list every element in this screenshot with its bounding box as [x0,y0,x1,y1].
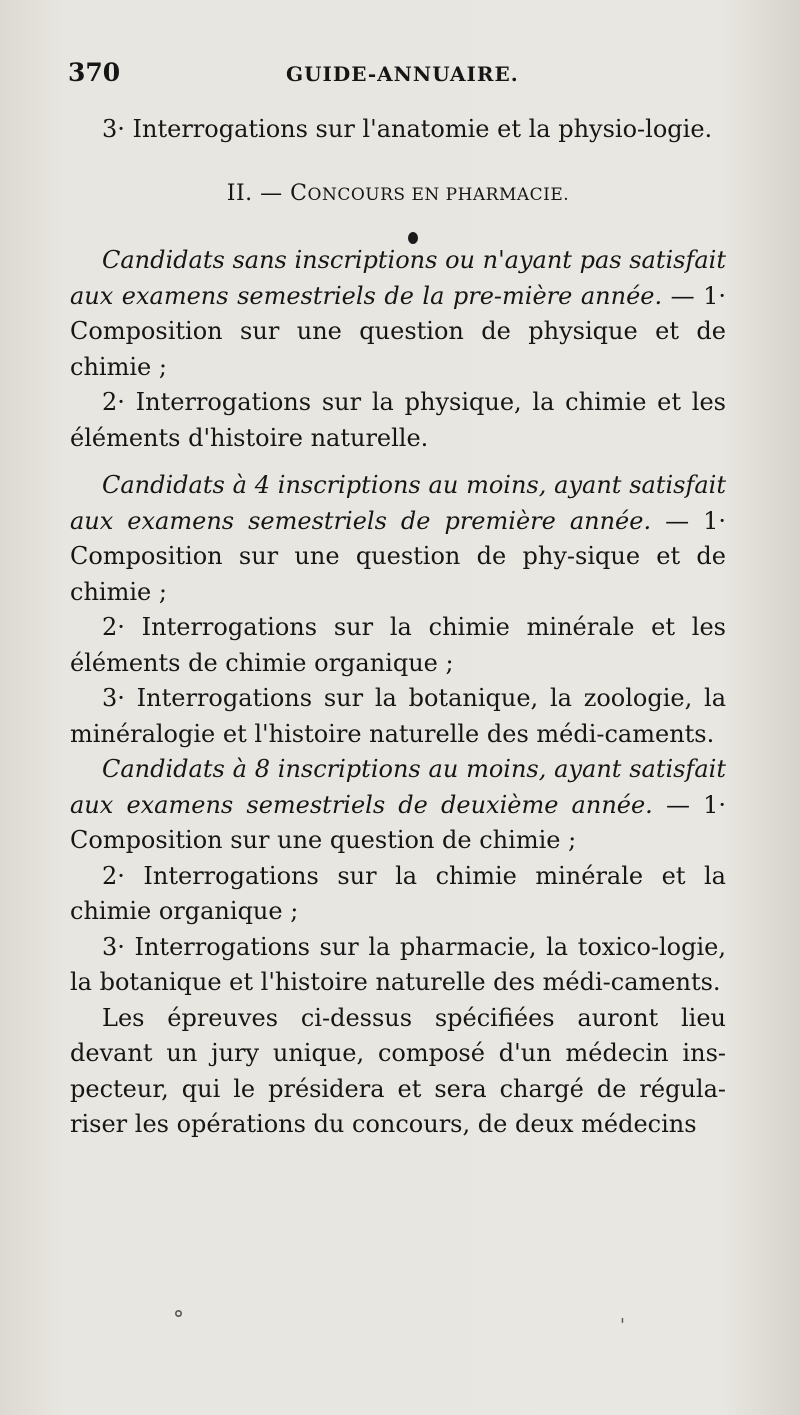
section-title-rest: ONCOURS EN PHARMACIE. [307,184,570,205]
paragraph-candidates-8-inscriptions [70,752,726,859]
candidates-8-heading-rest: — 1· Composition sur une question de chimie ; [70,790,726,854]
candidates-heading-italic: Candidats sans inscriptions ou n'ayant pas satisfait aux examens semestriels de la pre-mière année. [70,246,726,310]
page-header [68,58,720,92]
section-heading [70,176,726,214]
paragraph-interrogations-physique: 2· Interrogations sur la physique, la chimie et les éléments d'histoire naturelle. [70,388,726,452]
section-number: II. — [226,180,283,206]
paragraph-jury: Les épreuves ci-dessus spécifiées auront lieu devant un jury unique, composé d'un médecin ins-pecteur, qui le présidera et sera chargé de régula-riser les opérations du concours, de deux médecins [70,1003,726,1138]
paragraph-candidates-no-inscriptions [70,243,726,385]
paragraph-pharmacie: 3· Interrogations sur la pharmacie, la toxico-logie, la botanique et l'histoire naturelle des médi-caments. [70,932,726,996]
paper-speck: ' [620,1315,625,1336]
page-number: 370 [68,58,121,87]
candidates-4-heading-rest: — 1· Composition sur une question de phy-sique et de chimie ; [70,506,727,606]
paper-speck: ˚ [172,1310,185,1340]
paragraph-chimie-minerale: 2· Interrogations sur la chimie minérale et les éléments de chimie organique ; [70,613,726,677]
page-body [70,112,726,1143]
paragraph-candidates-4-inscriptions [70,468,726,610]
paragraph-anatomy-physiology: 3· Interrogations sur l'anatomie et la physio-logie. [102,115,713,143]
running-title: GUIDE-ANNUAIRE. [286,62,519,86]
candidates-heading-rest: — 1· Composition sur une question de physique et de chimie ; [70,281,726,381]
ornament-dot [70,219,726,239]
section-title-initial: C [290,180,308,206]
candidates-4-heading-italic: Candidats à 4 inscriptions au moins, ayant satisfait aux examens semestriels de première année. [70,471,726,535]
paragraph-botanique: 3· Interrogations sur la botanique, la zoologie, la minéralogie et l'histoire naturelle des médi-caments. [70,684,726,748]
paragraph-chimie-organique: 2· Interrogations sur la chimie minérale et la chimie organique ; [70,861,726,925]
candidates-8-heading-italic: Candidats à 8 inscriptions au moins, ayant satisfait aux examens semestriels de deuxième année. [70,755,726,819]
